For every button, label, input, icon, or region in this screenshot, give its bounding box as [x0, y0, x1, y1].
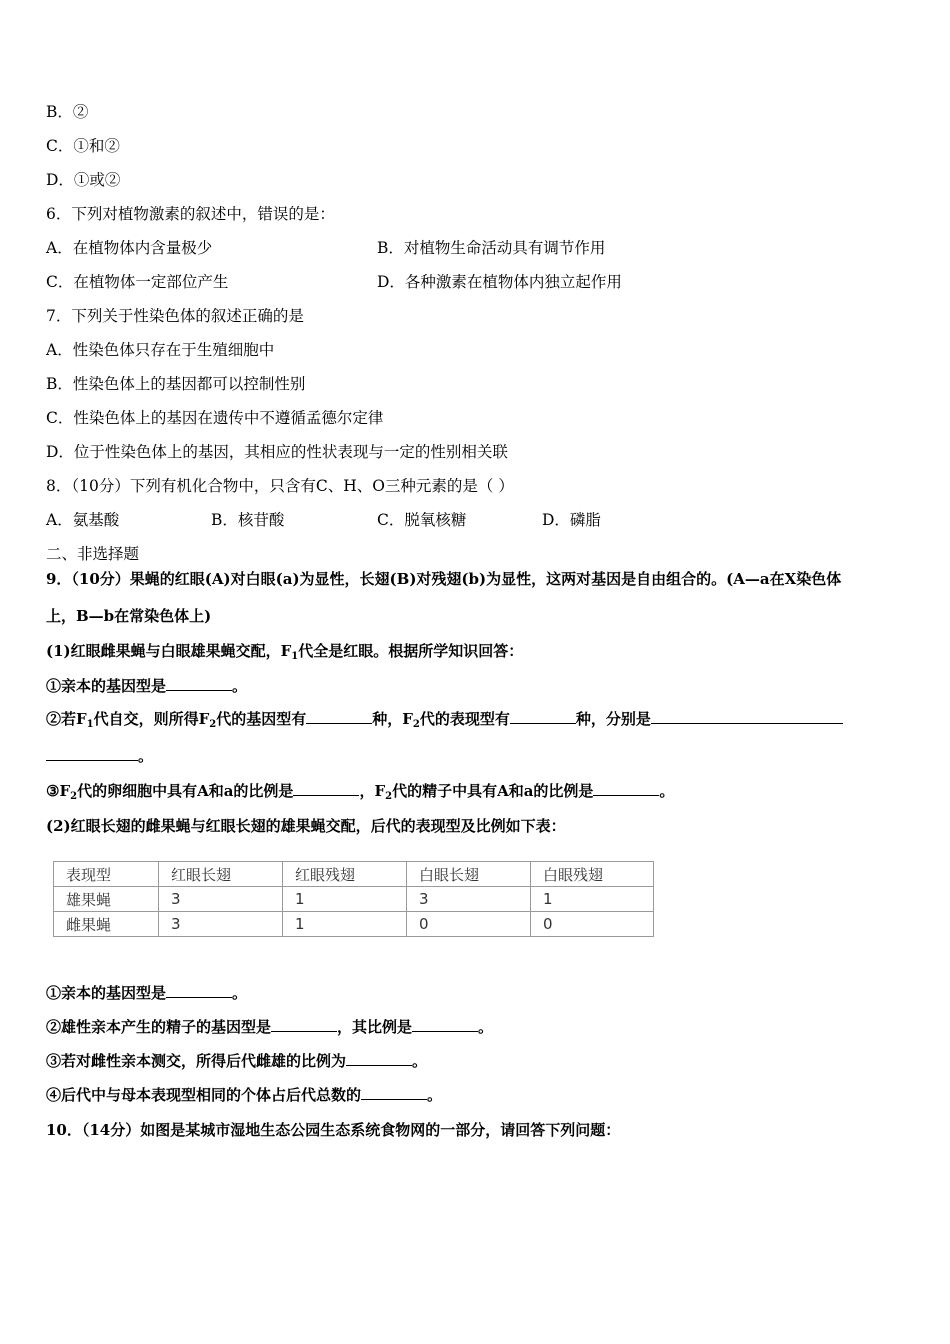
q6-option-c: C．在植物体一定部位产生	[46, 273, 229, 291]
answer-blank[interactable]	[593, 781, 659, 796]
q7-stem: 7．下列关于性染色体的叙述正确的是	[46, 307, 304, 325]
table-cell: 0	[531, 912, 654, 937]
table-cell: 1	[283, 912, 407, 937]
answer-blank[interactable]	[412, 1017, 478, 1032]
table-header-row	[54, 862, 654, 887]
q9-stem-line2: 上，B—b在常染色体上)	[46, 607, 212, 625]
q7-option-c: C．性染色体上的基因在遗传中不遵循孟德尔定律	[46, 409, 384, 427]
answer-blank[interactable]	[271, 1017, 337, 1032]
answer-blank[interactable]	[166, 983, 232, 998]
q7-option-a: A．性染色体只存在于生殖细胞中	[46, 341, 275, 359]
table-cell: 0	[407, 912, 531, 937]
q9-stem-line1: 9．（10分）果蝇的红眼(A)对白眼(a)为显性，长翅(B)对残翅(b)为显性，这两对基因是自由组合的。(A—a在X染色体	[46, 570, 842, 588]
answer-blank[interactable]	[46, 746, 138, 761]
table-header-cell: 红眼长翅	[159, 862, 283, 887]
table-cell: 雄果蝇	[54, 887, 159, 912]
q9-part1-iii: $③F_2$代的卵细胞中具有A和a的比例是 ，$F_2$代的精子中具有A和a的比例是 。	[46, 782, 675, 802]
table-header-cell: 表现型	[54, 862, 159, 887]
table-header-cell: 红眼残翅	[283, 862, 407, 887]
table-cell: 雌果蝇	[54, 912, 159, 937]
q6-option-d: D．各种激素在植物体内独立起作用	[377, 273, 622, 291]
phenotype-table	[53, 861, 654, 937]
answer-blank[interactable]	[651, 709, 843, 724]
q9-part1-i: ①亲本的基因型是 。	[46, 677, 248, 695]
q9-part2-intro: (2)红眼长翅的雌果蝇与红眼长翅的雄果蝇交配，后代的表现型及比例如下表：	[46, 817, 566, 835]
q5-option-d: D．①或②	[46, 171, 121, 189]
table-cell: 3	[407, 887, 531, 912]
q9-part2-ii: ②雄性亲本产生的精子的基因型是 ，其比例是 。	[46, 1018, 494, 1036]
q6-stem: 6．下列对植物激素的叙述中，错误的是：	[46, 205, 335, 223]
q6-option-a: A．在植物体内含量极少	[46, 239, 213, 257]
q8-option-d: D．磷脂	[542, 511, 601, 529]
table-row	[54, 912, 654, 937]
table-cell: 3	[159, 887, 283, 912]
answer-blank[interactable]	[510, 709, 576, 724]
q8-option-c: C．脱氧核糖	[377, 511, 467, 529]
q10-stem: 10．（14分）如图是某城市湿地生态公园生态系统食物网的一部分，请回答下列问题：	[46, 1121, 621, 1139]
q6-option-b: B．对植物生命活动具有调节作用	[377, 239, 606, 257]
q5-option-b: B．②	[46, 103, 89, 121]
q9-part2-iii: ③若对雌性亲本测交，所得后代雌雄的比例为 。	[46, 1052, 428, 1070]
table-cell: 1	[531, 887, 654, 912]
q9-part1-ii: ②若$F_1$代自交，则所得$F_2$代的基因型有 种，$F_2$代的表现型有 种，分别是	[46, 709, 843, 729]
table-row	[54, 887, 654, 912]
answer-blank[interactable]	[361, 1085, 427, 1100]
answer-blank[interactable]	[166, 676, 232, 691]
q9-part1-ii-cont: 。	[46, 746, 153, 766]
answer-blank[interactable]	[306, 709, 372, 724]
q5-option-c: C．①和②	[46, 137, 120, 155]
table-header-cell: 白眼残翅	[531, 862, 654, 887]
q8-option-a: A．氨基酸	[46, 511, 120, 529]
table-header-cell: 白眼长翅	[407, 862, 531, 887]
q9-part2-iv: ④后代中与母本表现型相同的个体占后代总数的 。	[46, 1086, 443, 1104]
q9-part2-i: ①亲本的基因型是 。	[46, 984, 248, 1002]
answer-blank[interactable]	[346, 1051, 412, 1066]
q8-stem: 8．（10分）下列有机化合物中，只含有C、H、O三种元素的是（ ）	[46, 477, 514, 495]
table-cell: 1	[283, 887, 407, 912]
q8-option-b: B．核苷酸	[211, 511, 285, 529]
section-heading: 二、非选择题	[46, 545, 140, 563]
answer-blank[interactable]	[293, 781, 359, 796]
q7-option-b: B．性染色体上的基因都可以控制性别	[46, 375, 306, 393]
table-cell: 3	[159, 912, 283, 937]
q9-part1-intro: (1)红眼雌果蝇与白眼雄果蝇交配，$F_1$代全是红眼。根据所学知识回答：	[46, 642, 524, 662]
q7-option-d: D．位于性染色体上的基因，其相应的性状表现与一定的性别相关联	[46, 443, 508, 461]
